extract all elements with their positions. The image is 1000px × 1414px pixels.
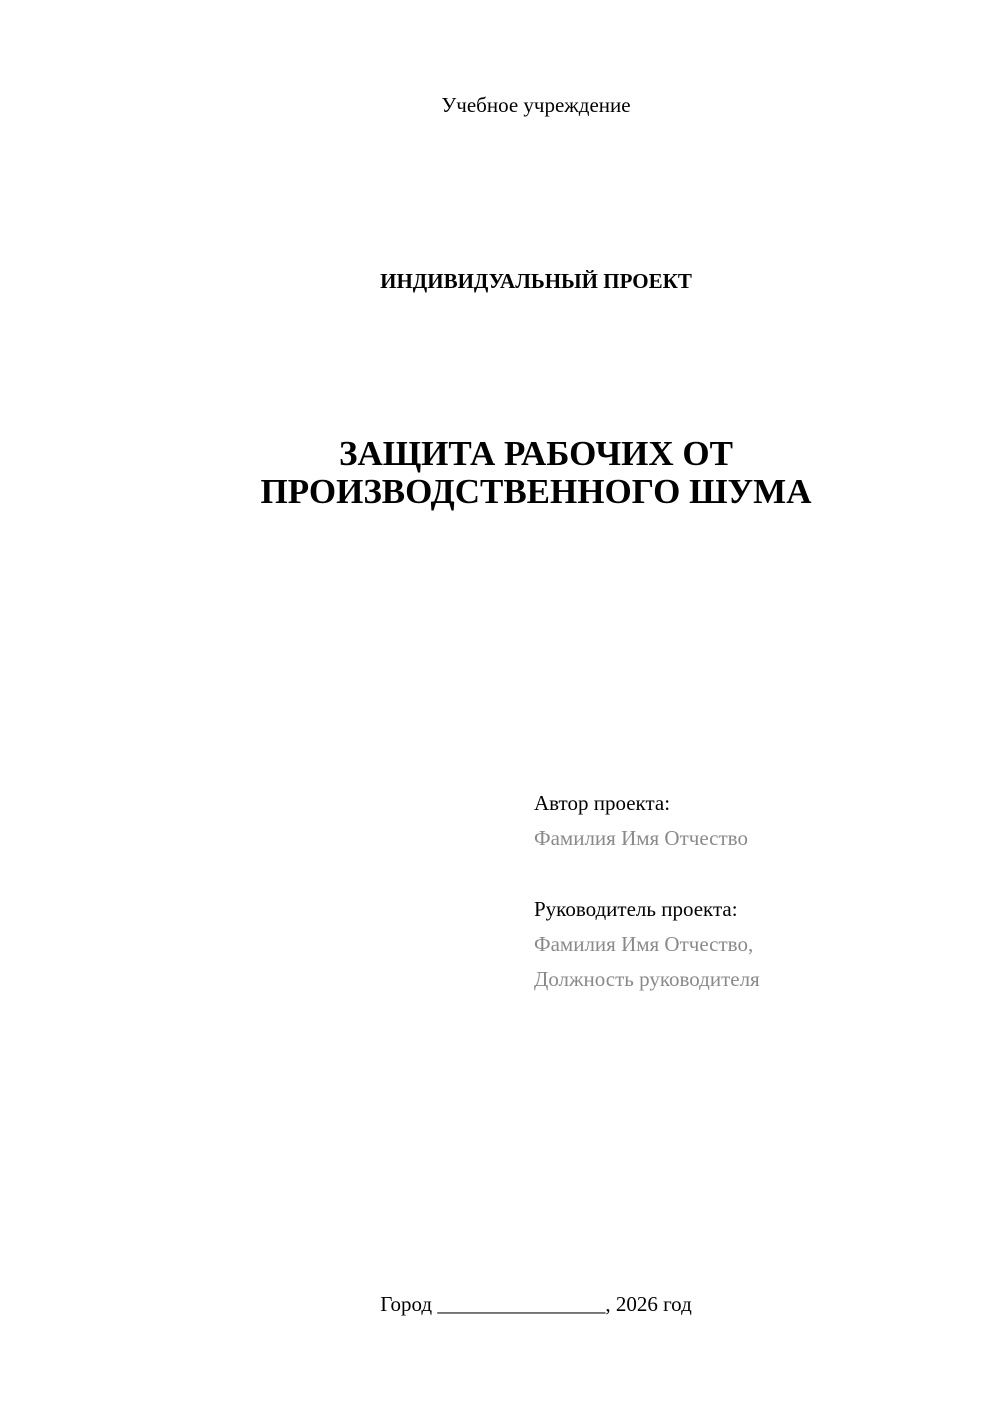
supervisor-name: Фамилия Имя Отчество, xyxy=(534,932,754,956)
project-type-heading: ИНДИВИДУАЛЬНЫЙ ПРОЕКТ xyxy=(380,269,692,293)
project-title xyxy=(0,435,1000,511)
supervisor-label: Руководитель проекта: xyxy=(534,897,738,921)
author-block xyxy=(534,786,748,856)
author-name: Фамилия Имя Отчество xyxy=(534,826,748,850)
supervisor-block xyxy=(534,892,760,997)
project-title-line-1: ЗАЩИТА РАБОЧИХ ОТ xyxy=(339,434,733,473)
city-year-footer: Город ________________, 2026 год xyxy=(380,1292,692,1316)
supervisor-position: Должность руководителя xyxy=(534,967,760,991)
author-label: Автор проекта: xyxy=(534,791,671,815)
project-title-line-2: ПРОИЗВОДСТВЕННОГО ШУМА xyxy=(260,472,812,511)
institution-name: Учебное учреждение xyxy=(441,93,631,117)
